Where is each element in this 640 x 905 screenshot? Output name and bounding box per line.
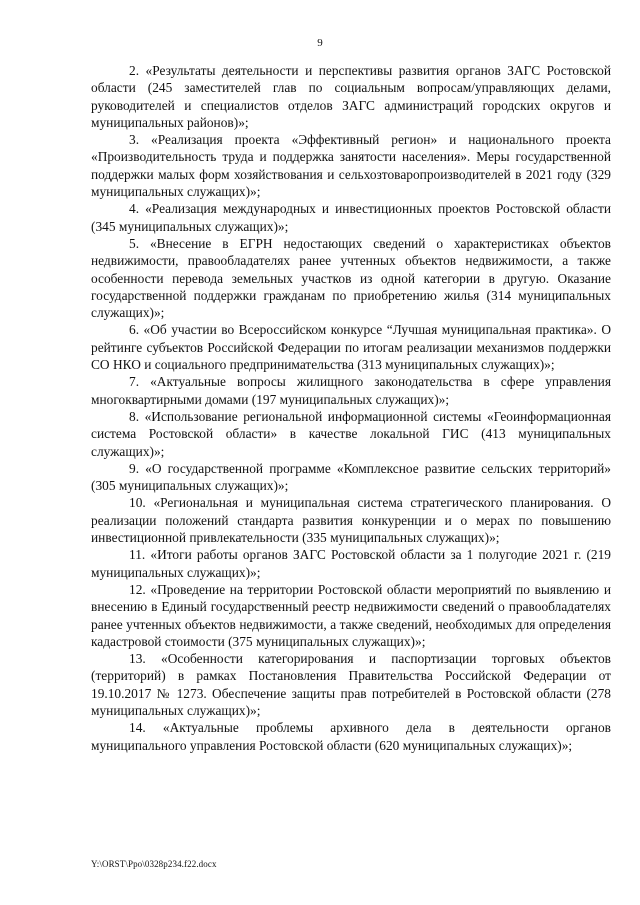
page-number: 9 — [317, 37, 323, 49]
list-item: 4. «Реализация международных и инвестиционных проектов Ростовской области (345 муниципальных служащих)»; — [91, 201, 611, 234]
document-body — [91, 62, 611, 754]
list-item: 10. «Региональная и муниципальная система стратегического планирования. О реализации положений стандарта развития конкуренции и о мерах по повышению инвестиционной привлекательности (335 муниципальных служащих)»; — [91, 495, 611, 546]
list-item: 5. «Внесение в ЕГРН недостающих сведений о характеристиках объектов недвижимости, правообладателях ранее учтенных объектов недвижимости, а также особенности перевода земельных участков из одной категории в другую. Оказание государственной поддержки гражданам по приобретению жилья (314 муниципальных служащих)»; — [91, 235, 611, 321]
list-item: 13. «Особенности категорирования и паспортизации торговых объектов (территорий) в рамках Постановления Правительства Российской Федерации от 19.10.2017 № 1273. Обеспечение защиты прав потребителей в Ростовской области (278 муниципальных служащих)»; — [91, 651, 611, 718]
list-item: 3. «Реализация проекта «Эффективный регион» и национального проекта «Производительность труда и поддержка занятости населения». Меры государственной поддержки малых форм хозяйствования и сельхозтоваропроизводителей в 2021 году (329 муниципальных служащих)»; — [91, 132, 611, 200]
list-item: 2. «Результаты деятельности и перспективы развития органов ЗАГС Ростовской области (245 заместителей глав по социальным вопросам/управляющих делами, руководителей и специалистов отделов ЗАГС администраций городских округов и муниципальных районов)»; — [91, 63, 611, 130]
footer-file-path: Y:\ORST\Ppo\0328p234.f22.docx — [91, 859, 217, 869]
list-item: 7. «Актуальные вопросы жилищного законодательства в сфере управления многоквартирными домами (197 муниципальных служащих)»; — [91, 374, 611, 407]
list-item: 8. «Использование региональной информационной системы «Геоинформационная система Ростовской области» в качестве локальной ГИС (413 муниципальных служащих)»; — [91, 408, 611, 459]
list-item: 9. «О государственной программе «Комплексное развитие сельских территорий» (305 муниципальных служащих)»; — [91, 460, 611, 494]
list-item: 11. «Итоги работы органов ЗАГС Ростовской области за 1 полугодие 2021 г. (219 муниципальных служащих)»; — [91, 547, 611, 580]
list-item: 12. «Проведение на территории Ростовской области мероприятий по выявлению и внесению в Единый государственный реестр недвижимости сведений о правообладателях ранее учтенных объектов недвижимости, а также сведений, необходимых для определения кадастровой стоимости (375 муниципальных служащих)»; — [91, 581, 611, 649]
list-item: 14. «Актуальные проблемы архивного дела в деятельности органов муниципального управления Ростовской области (620 муниципальных служащих)»; — [91, 720, 611, 753]
list-item: 6. «Об участии во Всероссийском конкурсе “Лучшая муниципальная практика». О рейтинге субъектов Российской Федерации по итогам реализации механизмов поддержки СО НКО и социального предпринимательства (313 муниципальных служащих)»; — [91, 322, 611, 373]
